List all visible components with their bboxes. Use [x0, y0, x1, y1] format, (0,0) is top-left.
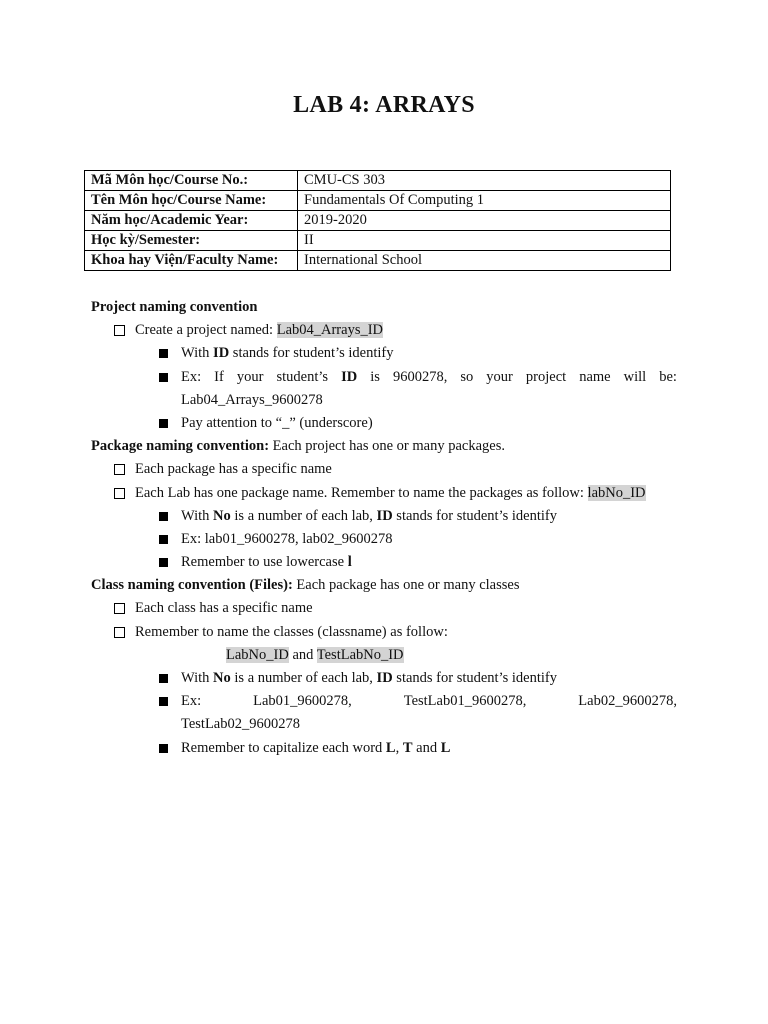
package-heading: [0, 435, 768, 458]
heading-description: Each project has one or many packages.: [269, 438, 505, 455]
square-bullet-icon: [159, 349, 168, 358]
list-item-text: With: [181, 670, 214, 686]
bold-term: No: [213, 670, 231, 686]
bold-term: L: [440, 739, 451, 756]
checkbox-bullet-icon: [114, 488, 125, 499]
academic-year-value: 2019-2020: [298, 211, 671, 231]
list-item-text: Remember to capitalize each word: [181, 739, 386, 756]
list-item: [0, 737, 768, 760]
list-item: [0, 690, 768, 713]
bold-term: ID: [341, 368, 358, 385]
list-item-text: Remember to use lowercase: [181, 554, 348, 571]
checkbox-bullet-icon: [114, 627, 125, 638]
faculty-label: Khoa hay Viện/Faculty Name:: [85, 251, 298, 271]
project-heading-text: Project naming convention: [91, 299, 258, 315]
highlighted-code: labNo_ID: [587, 484, 646, 501]
heading-description: Each package has one or many classes: [292, 577, 520, 594]
list-item-text: Each Lab has one package name. Remember to name the packages as follow:: [135, 484, 588, 501]
table-row: [85, 251, 671, 271]
list-item-text: Pay attention to “_” (underscore): [181, 414, 373, 431]
table-row: [85, 191, 671, 211]
word: Lab01_9600278,: [253, 693, 352, 710]
square-bullet-icon: [159, 373, 168, 382]
word: If: [214, 368, 224, 385]
bold-term: T: [402, 739, 413, 756]
bold-term: ID: [376, 507, 393, 524]
conjunction-text: and: [288, 646, 317, 663]
class-heading: [0, 574, 768, 597]
list-item-text: Create a project named:: [135, 322, 277, 339]
page-title: LAB 4: ARRAYS: [293, 92, 475, 118]
list-item-continuation: [0, 713, 768, 736]
checkbox-bullet-icon: [114, 325, 125, 336]
list-item: [0, 505, 768, 528]
separator-text: ,: [395, 739, 403, 756]
semester-label: Học kỳ/Semester:: [85, 231, 298, 251]
table-row: [85, 231, 671, 251]
list-item: [0, 366, 768, 389]
word: name: [579, 368, 611, 385]
list-item: [0, 551, 768, 574]
course-name-value: Fundamentals Of Computing 1: [298, 191, 671, 211]
square-bullet-icon: [159, 697, 168, 706]
bold-term: ID: [213, 345, 230, 362]
separator-text: and: [412, 739, 441, 756]
list-item-text: TestLab02_9600278: [181, 716, 300, 733]
word: student’s: [276, 368, 329, 385]
list-item-continuation: [0, 389, 768, 412]
list-item: [0, 412, 768, 435]
bold-term: l: [347, 554, 352, 571]
faculty-value: International School: [298, 251, 671, 271]
highlighted-code: LabNo_ID: [226, 646, 289, 663]
word: your: [236, 368, 264, 385]
course-no-label: Mã Môn học/Course No.:: [85, 171, 298, 191]
word: TestLab01_9600278,: [403, 693, 527, 710]
list-item-text: Each package has a specific name: [135, 461, 332, 478]
table-row: [85, 211, 671, 231]
class-heading-text: Class naming convention (Files):: [91, 577, 293, 594]
highlighted-code: Lab04_Arrays_ID: [276, 322, 384, 339]
word: Ex:: [181, 693, 202, 710]
square-bullet-icon: [159, 674, 168, 683]
document-body: [0, 296, 768, 760]
word: so: [460, 368, 474, 385]
word: will: [623, 368, 647, 385]
list-item: [0, 621, 768, 644]
course-info-table: [84, 170, 671, 271]
list-item: [0, 667, 768, 690]
list-item: [0, 528, 768, 551]
list-item-text: stands for student’s identify: [229, 345, 394, 362]
project-heading: [0, 296, 768, 319]
list-item-text: Each class has a specific name: [135, 600, 313, 617]
square-bullet-icon: [159, 535, 168, 544]
word: 9600278,: [392, 368, 448, 385]
list-item: [0, 342, 768, 365]
course-no-value: CMU-CS 303: [298, 171, 671, 191]
word: be:: [659, 368, 677, 385]
word: Lab02_9600278,: [578, 693, 677, 710]
table-row: [85, 171, 671, 191]
checkbox-bullet-icon: [114, 464, 125, 475]
highlighted-code: TestLabNo_ID: [316, 646, 404, 663]
square-bullet-icon: [159, 419, 168, 428]
list-item-text: Lab04_Arrays_9600278: [181, 391, 323, 408]
bold-term: L: [385, 739, 396, 756]
list-item-text: is a number of each lab,: [230, 507, 377, 524]
package-heading-text: Package naming convention:: [91, 438, 270, 455]
list-item-text: With: [181, 345, 214, 362]
word: your: [486, 368, 513, 385]
word: Ex:: [181, 368, 202, 385]
list-item: [0, 597, 768, 620]
square-bullet-icon: [159, 512, 168, 521]
list-item-text: stands for student’s identify: [392, 507, 557, 524]
checkbox-bullet-icon: [114, 603, 125, 614]
list-item: [0, 319, 768, 342]
list-item-text: With: [181, 507, 214, 524]
square-bullet-icon: [159, 558, 168, 567]
class-name-formats: [0, 644, 768, 667]
bold-term: ID: [376, 670, 393, 686]
list-item: [0, 458, 768, 481]
list-item: [0, 482, 768, 505]
course-name-label: Tên Môn học/Course Name:: [85, 191, 298, 211]
list-item-text: is a number of each lab,: [230, 670, 377, 686]
list-item-text: Ex: lab01_9600278, lab02_9600278: [181, 530, 393, 547]
square-bullet-icon: [159, 744, 168, 753]
list-item-text: Remember to name the classes (classname) as follow:: [135, 623, 448, 640]
bold-term: No: [213, 507, 231, 524]
semester-value: II: [298, 231, 671, 251]
word: is: [370, 368, 380, 385]
word: project: [525, 368, 567, 385]
list-item-text: stands for student’s identify: [392, 670, 557, 686]
academic-year-label: Năm học/Academic Year:: [85, 211, 298, 231]
